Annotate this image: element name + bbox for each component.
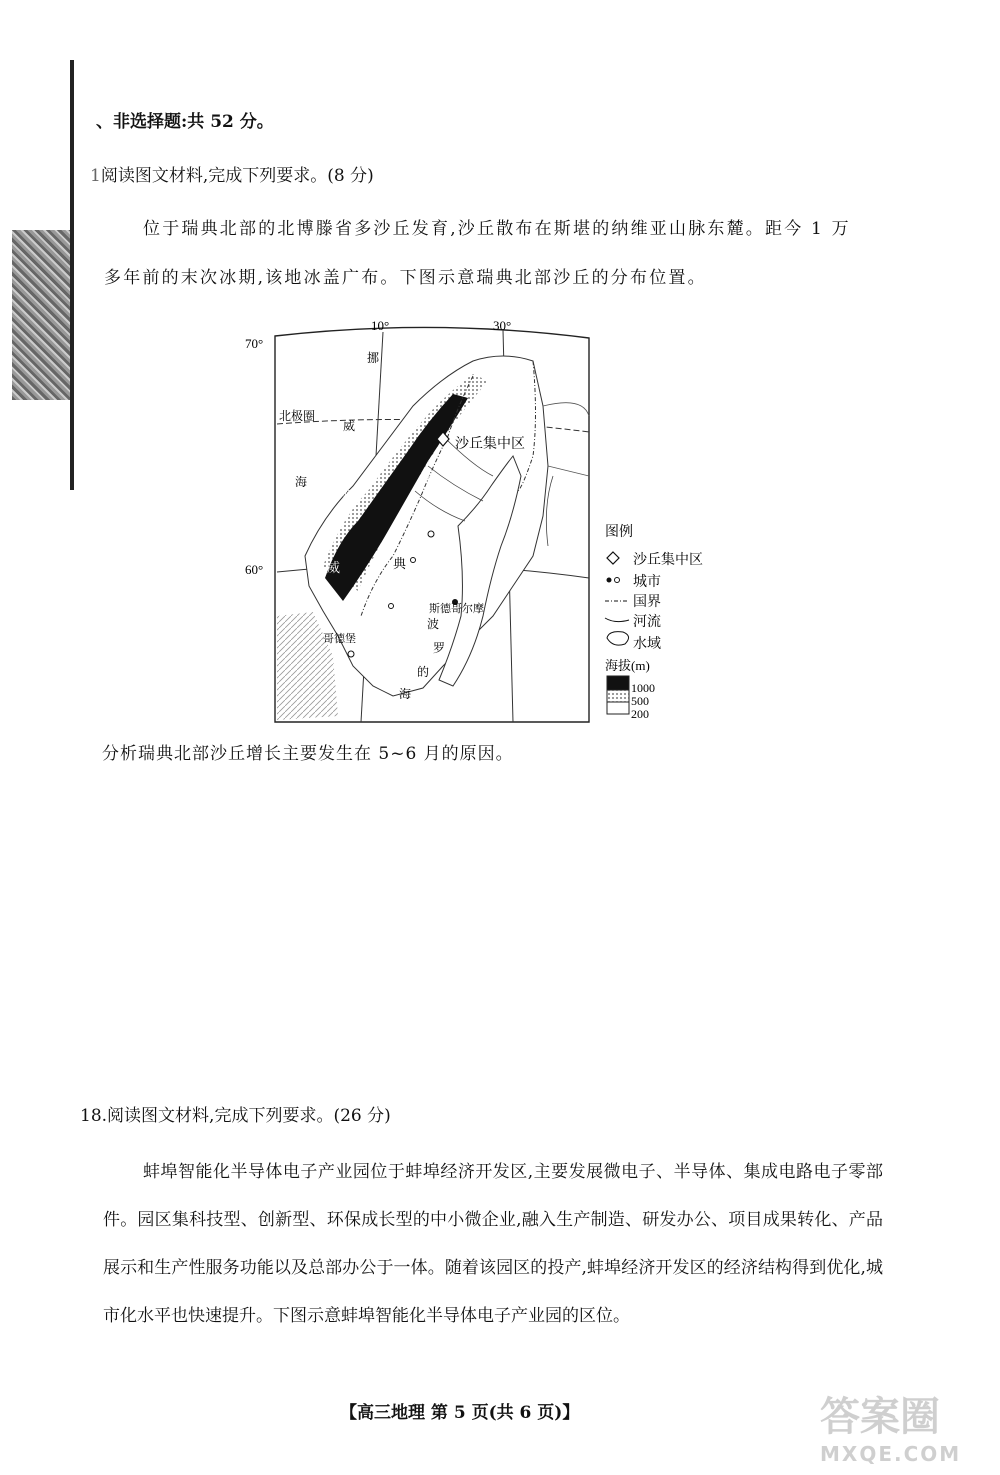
sweden-label-1: 瑞: [421, 470, 435, 485]
lon-label-10: 10°: [371, 318, 390, 333]
legend-elev-200: 200: [631, 707, 649, 721]
q17-material-line1: 位于瑞典北部的北博滕省多沙丘发育,沙丘散布在斯堪的纳维亚山脉东麓。距今 1 万: [143, 219, 851, 239]
legend-item-city: 城市: [633, 575, 661, 590]
sweden-label-2: 典: [393, 556, 407, 571]
legend-item-border: 国界: [633, 595, 661, 610]
city-dot: [433, 442, 438, 447]
legend-dune-icon: [607, 552, 619, 564]
q18-material: 蚌埠智能化半导体电子产业园位于蚌埠经济开发区,主要发展微电子、半导体、集成电路电子零部件。园区集科技型、创新型、环保成长型的中小微企业,融入生产制造、研发办公、项目成果转化、产品展示和生产性服务功能以及总部办公于一体。随着该园区的投产,蚌埠经济开发区的经济结构得到优化,城市化水平也快速提升。下图示意蚌埠智能化半导体电子产业园的区位。: [103, 1162, 883, 1326]
baltic-label-2: 罗: [433, 641, 446, 655]
binding-line: [70, 60, 74, 490]
baltic-label-1: 波: [427, 617, 440, 631]
elev-swatch-1000: [607, 676, 629, 690]
lat-label-70: 70°: [245, 336, 264, 351]
q17-heading: 1阅读图文材料,完成下列要求。(8 分): [90, 166, 374, 186]
elev-swatch-500: [607, 690, 629, 702]
baltic-label-3: 的: [417, 665, 430, 679]
gothenburg-label: 哥德堡: [323, 633, 356, 645]
norway-label-1: 挪: [367, 351, 380, 365]
city-dot: [389, 604, 394, 609]
section-title: 、非选择题:共 52 分。: [96, 112, 274, 132]
lon-label-30: 30°: [493, 318, 512, 333]
page-footer: 【高三地理 第 5 页(共 6 页)】: [340, 1403, 580, 1423]
arctic-circle-label: 北极圈: [279, 409, 316, 423]
legend-river-icon: [605, 618, 629, 622]
baltic-label-4: 海: [399, 687, 412, 701]
legend-elev-1000: 1000: [631, 681, 655, 695]
legend-elev-title: 海拔(m): [605, 658, 650, 673]
scandinavia-map: [243, 316, 713, 726]
watermark-logo: [820, 1385, 990, 1470]
city-dot: [411, 558, 416, 563]
binding-smudge: [12, 230, 70, 400]
legend-elev-500: 500: [631, 694, 649, 708]
norway-label-4: 威: [327, 560, 341, 575]
legend-water-icon: [607, 632, 629, 646]
q17-material-line2: 多年前的末次冰期,该地冰盖广布。下图示意瑞典北部沙丘的分布位置。: [104, 268, 707, 288]
dune-area-label: 沙丘集中区: [455, 437, 525, 452]
legend-title: 图例: [605, 525, 633, 540]
q18-heading: 18.阅读图文材料,完成下列要求。(26 分): [80, 1106, 391, 1126]
watermark-line2: MXQE.COM: [820, 1442, 962, 1466]
lat-label-60: 60°: [245, 562, 264, 577]
stockholm-label: 斯德哥尔摩: [429, 603, 484, 615]
q17-question: 分析瑞典北部沙丘增长主要发生在 5~6 月的原因。: [102, 744, 514, 764]
city-dot: [428, 531, 434, 537]
legend-item-dune: 沙丘集中区: [633, 553, 703, 568]
norway-label-2: 威: [343, 419, 356, 433]
legend-item-water: 水域: [633, 637, 661, 652]
legend-item-river: 河流: [633, 615, 661, 630]
norway-label-3: 挪: [343, 488, 357, 503]
legend-city-icon: [607, 578, 612, 583]
city-dot: [348, 651, 354, 657]
sea-label: 海: [295, 475, 308, 489]
elev-swatch-200: [607, 702, 629, 714]
watermark-line1: 答案圈: [820, 1394, 940, 1440]
